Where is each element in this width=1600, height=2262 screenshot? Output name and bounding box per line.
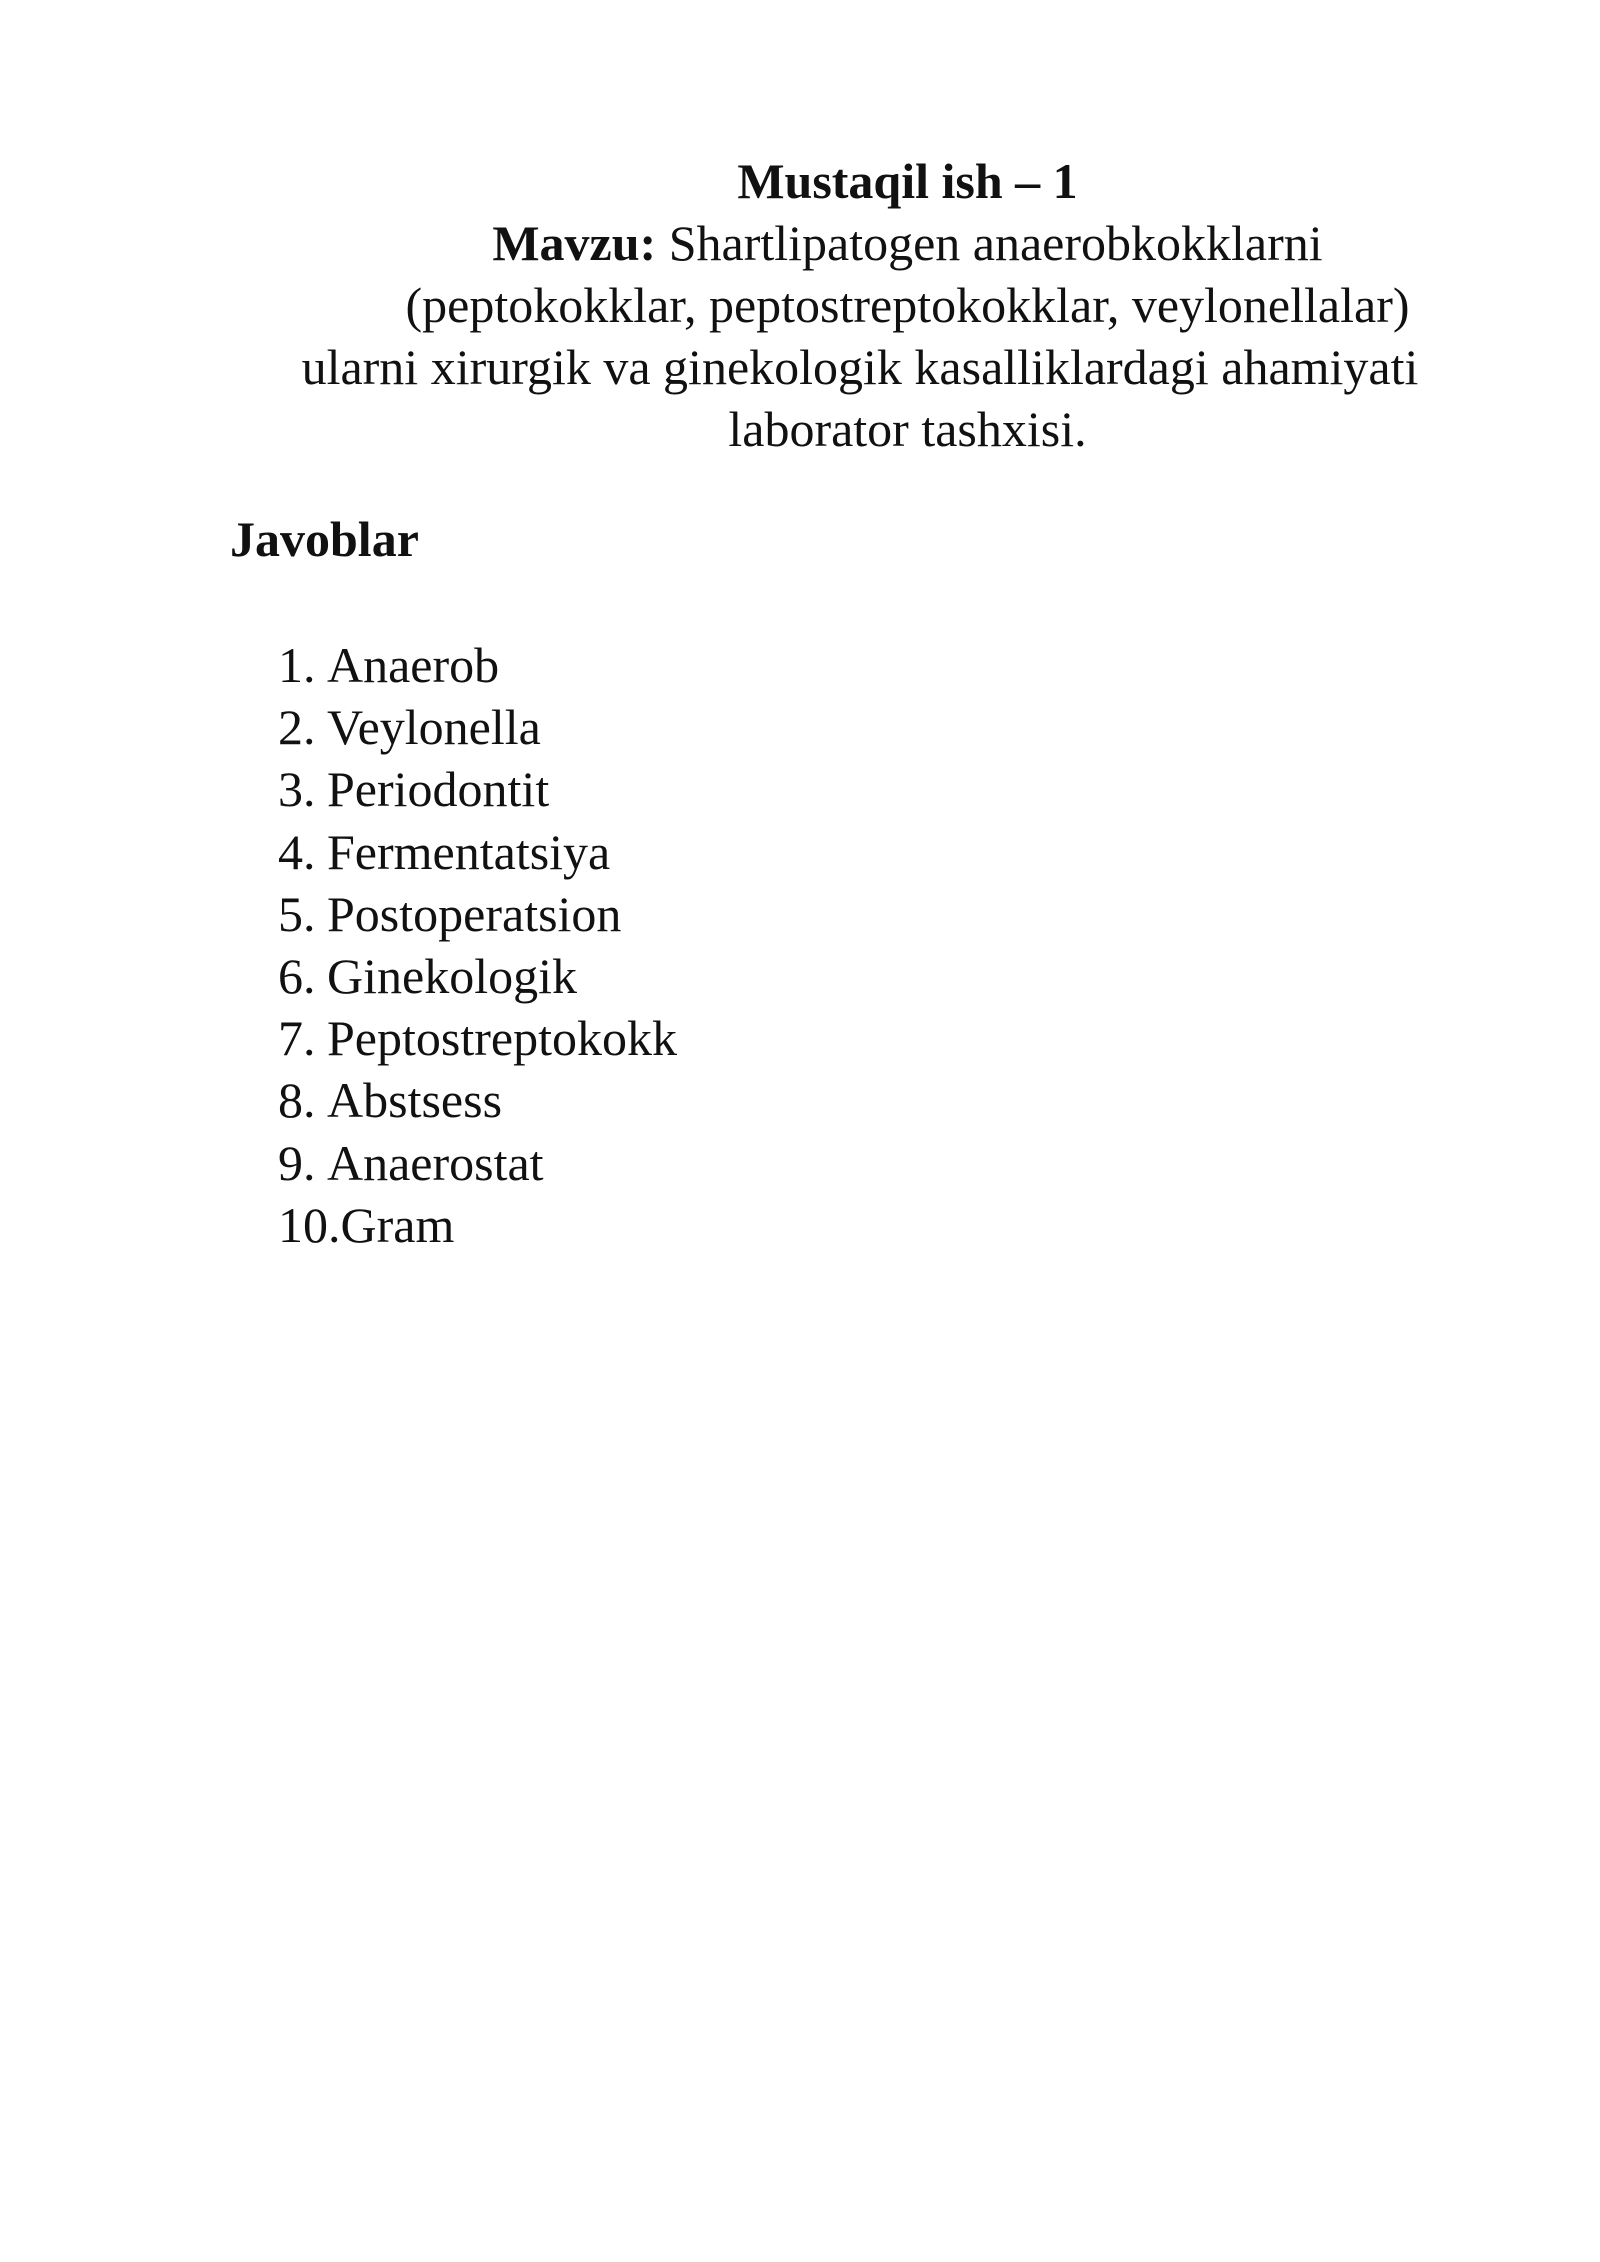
item-text: Gram (340, 1196, 455, 1253)
topic-line-1 (230, 212, 1490, 274)
item-text: Anaerob (327, 637, 500, 693)
list-item (278, 1007, 677, 1069)
item-number: 10. (278, 1196, 341, 1253)
list-item (278, 821, 677, 883)
list-item (278, 945, 677, 1007)
item-text: Ginekologik (327, 948, 577, 1005)
list-item (278, 696, 677, 758)
list-item (278, 634, 677, 696)
item-number: 8. (278, 1072, 316, 1129)
item-text: Veylonella (327, 699, 541, 756)
item-number: 1. (278, 637, 316, 693)
item-text: Fermentatsiya (327, 823, 611, 880)
item-number: 9. (278, 1134, 316, 1191)
list-item (278, 1194, 677, 1256)
topic-label: Mavzu: (492, 215, 657, 271)
topic-line-2: (peptokokklar, peptostreptokokklar, veylonellalar) (405, 277, 1410, 333)
list-item (278, 1069, 677, 1131)
item-number: 6. (278, 948, 316, 1005)
title-block (230, 150, 1490, 460)
item-number: 4. (278, 823, 316, 880)
answers-list (278, 634, 677, 1256)
document-title: Mustaqil ish – 1 (737, 153, 1078, 209)
item-text: Periodontit (327, 761, 550, 818)
item-number: 3. (278, 761, 316, 818)
list-item (278, 883, 677, 945)
item-text: Abstsess (327, 1072, 503, 1129)
list-item (278, 1132, 677, 1194)
item-number: 2. (278, 699, 316, 756)
item-text: Anaerostat (327, 1134, 544, 1191)
topic-text-1: Shartlipatogen anaerobkokklarni (656, 215, 1323, 271)
item-text: Peptostreptokokk (327, 1010, 677, 1067)
answers-heading: Javoblar (230, 511, 419, 567)
list-item (278, 758, 677, 820)
topic-line-4: laborator tashxisi. (728, 401, 1087, 457)
item-number: 5. (278, 885, 316, 942)
item-text: Postoperatsion (327, 885, 622, 942)
topic-line-3: ularni xirurgik va ginekologik kasalliklardagi ahamiyati (301, 339, 1419, 395)
item-number: 7. (278, 1010, 316, 1067)
